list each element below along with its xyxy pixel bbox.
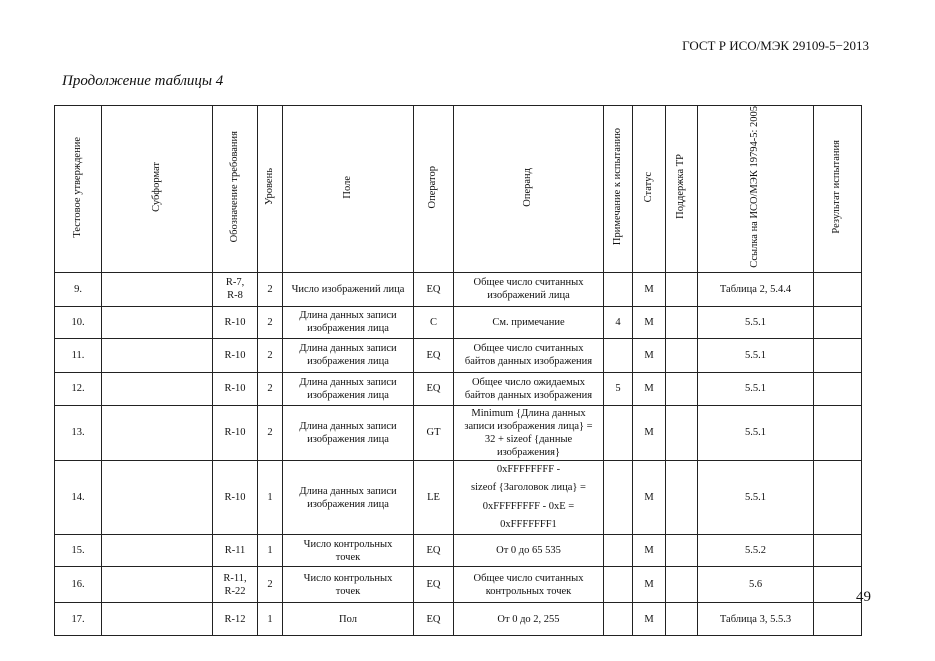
- col-header: Примечание к испытанию: [604, 106, 633, 273]
- cell-sub: [102, 405, 213, 460]
- cell-operand: Общее число ожидаемых байтов данных изображения: [454, 372, 604, 405]
- cell-field: Длина данных записи изображения лица: [283, 460, 414, 535]
- cell-level: 1: [258, 535, 283, 567]
- cell-req: R-11, R-22: [213, 567, 258, 603]
- cell-result: [814, 272, 862, 306]
- cell-note: [604, 338, 633, 372]
- table-header-row: [55, 106, 862, 273]
- cell-note: [604, 567, 633, 603]
- col-header: Тестовое утверждение: [55, 106, 102, 273]
- cell-operand: Общее число считанных изображений лица: [454, 272, 604, 306]
- cell-operand: Minimum {Длина данных записи изображения лица} = 32 + sizeof {данные изображения}: [454, 405, 604, 460]
- cell-level: 2: [258, 306, 283, 338]
- cell-sub: [102, 338, 213, 372]
- cell-req: R-10: [213, 306, 258, 338]
- cell-note: [604, 405, 633, 460]
- cell-result: [814, 405, 862, 460]
- cell-status: M: [633, 567, 666, 603]
- cell-tp: [666, 338, 698, 372]
- col-header: Поле: [283, 106, 414, 273]
- cell-result: [814, 372, 862, 405]
- cell-req: R-10: [213, 405, 258, 460]
- cell-note: 4: [604, 306, 633, 338]
- cell-num: 17.: [55, 603, 102, 636]
- col-header: Статус: [633, 106, 666, 273]
- cell-req: R-10: [213, 460, 258, 535]
- cell-note: 5: [604, 372, 633, 405]
- cell-req: R-12: [213, 603, 258, 636]
- cell-level: 2: [258, 567, 283, 603]
- cell-req: R-7, R-8: [213, 272, 258, 306]
- cell-field: Число изображений лица: [283, 272, 414, 306]
- cell-operand: От 0 до 2, 255: [454, 603, 604, 636]
- cell-op: EQ: [414, 567, 454, 603]
- cell-ref: Таблица 2, 5.4.4: [698, 272, 814, 306]
- cell-field: Длина данных записи изображения лица: [283, 405, 414, 460]
- cell-status: M: [633, 405, 666, 460]
- cell-tp: [666, 535, 698, 567]
- cell-operand: От 0 до 65 535: [454, 535, 604, 567]
- cell-ref: 5.5.2: [698, 535, 814, 567]
- table-row: [55, 460, 862, 535]
- cell-num: 11.: [55, 338, 102, 372]
- cell-num: 16.: [55, 567, 102, 603]
- cell-status: M: [633, 535, 666, 567]
- cell-tp: [666, 567, 698, 603]
- cell-level: 2: [258, 405, 283, 460]
- cell-num: 13.: [55, 405, 102, 460]
- cell-num: 12.: [55, 372, 102, 405]
- cell-result: [814, 338, 862, 372]
- cell-sub: [102, 535, 213, 567]
- cell-tp: [666, 306, 698, 338]
- cell-sub: [102, 272, 213, 306]
- col-header: Обозначение требования: [213, 106, 258, 273]
- cell-num: 14.: [55, 460, 102, 535]
- table-row: [55, 535, 862, 567]
- table-row: [55, 405, 862, 460]
- cell-ref: Таблица 3, 5.5.3: [698, 603, 814, 636]
- cell-result: [814, 460, 862, 535]
- col-header: Результат испытания: [814, 106, 862, 273]
- cell-ref: 5.5.1: [698, 405, 814, 460]
- cell-req: R-11: [213, 535, 258, 567]
- table-row: [55, 306, 862, 338]
- cell-num: 10.: [55, 306, 102, 338]
- cell-operand: Общее число считанных байтов данных изображения: [454, 338, 604, 372]
- col-header: Оператор: [414, 106, 454, 273]
- cell-level: 2: [258, 372, 283, 405]
- cell-sub: [102, 306, 213, 338]
- table-row: [55, 338, 862, 372]
- cell-operand: См. примечание: [454, 306, 604, 338]
- cell-op: LE: [414, 460, 454, 535]
- cell-level: 2: [258, 272, 283, 306]
- table-row: [55, 567, 862, 603]
- cell-sub: [102, 372, 213, 405]
- cell-operand: 0xFFFFFFFF - sizeof {Заголовок лица} = 0xFFFFFFFF - 0xE = 0xFFFFFFF1: [454, 460, 604, 535]
- cell-op: GT: [414, 405, 454, 460]
- cell-num: 15.: [55, 535, 102, 567]
- cell-op: EQ: [414, 603, 454, 636]
- cell-ref: 5.5.1: [698, 460, 814, 535]
- cell-op: EQ: [414, 272, 454, 306]
- table-row: [55, 272, 862, 306]
- cell-status: M: [633, 460, 666, 535]
- cell-level: 2: [258, 338, 283, 372]
- standard-designation: ГОСТ Р ИСО/МЭК 29109-5−2013: [682, 38, 869, 53]
- cell-tp: [666, 405, 698, 460]
- cell-result: [814, 306, 862, 338]
- cell-status: M: [633, 338, 666, 372]
- cell-ref: 5.6: [698, 567, 814, 603]
- col-header: Операнд: [454, 106, 604, 273]
- cell-tp: [666, 460, 698, 535]
- cell-sub: [102, 567, 213, 603]
- cell-field: Число контрольных точек: [283, 567, 414, 603]
- cell-status: M: [633, 372, 666, 405]
- cell-req: R-10: [213, 338, 258, 372]
- cell-ref: 5.5.1: [698, 338, 814, 372]
- table-row: [55, 603, 862, 636]
- col-header: Уровень: [258, 106, 283, 273]
- cell-status: M: [633, 272, 666, 306]
- cell-field: Число контрольных точек: [283, 535, 414, 567]
- cell-level: 1: [258, 603, 283, 636]
- cell-ref: 5.5.1: [698, 372, 814, 405]
- cell-note: [604, 460, 633, 535]
- page-number: 49: [856, 589, 871, 605]
- cell-note: [604, 272, 633, 306]
- cell-field: Длина данных записи изображения лица: [283, 306, 414, 338]
- cell-status: M: [633, 306, 666, 338]
- cell-tp: [666, 603, 698, 636]
- col-header: Субформат: [102, 106, 213, 273]
- cell-note: [604, 603, 633, 636]
- table-caption: Продолжение таблицы 4: [62, 73, 224, 89]
- cell-sub: [102, 460, 213, 535]
- cell-level: 1: [258, 460, 283, 535]
- cell-result: [814, 535, 862, 567]
- cell-status: M: [633, 603, 666, 636]
- cell-op: EQ: [414, 338, 454, 372]
- cell-op: EQ: [414, 372, 454, 405]
- table-row: [55, 372, 862, 405]
- cell-field: Длина данных записи изображения лица: [283, 372, 414, 405]
- cell-tp: [666, 272, 698, 306]
- cell-result: [814, 567, 862, 603]
- cell-operand: Общее число считанных контрольных точек: [454, 567, 604, 603]
- cell-tp: [666, 372, 698, 405]
- cell-field: Пол: [283, 603, 414, 636]
- col-header: Ссылка на ИСО/МЭК 19794-5: 2005: [698, 106, 814, 273]
- test-assertions-table: [54, 105, 862, 636]
- cell-num: 9.: [55, 272, 102, 306]
- cell-op: C: [414, 306, 454, 338]
- cell-op: EQ: [414, 535, 454, 567]
- cell-note: [604, 535, 633, 567]
- col-header: Поддержка ТР: [666, 106, 698, 273]
- cell-field: Длина данных записи изображения лица: [283, 338, 414, 372]
- cell-sub: [102, 603, 213, 636]
- cell-result: [814, 603, 862, 636]
- cell-req: R-10: [213, 372, 258, 405]
- cell-ref: 5.5.1: [698, 306, 814, 338]
